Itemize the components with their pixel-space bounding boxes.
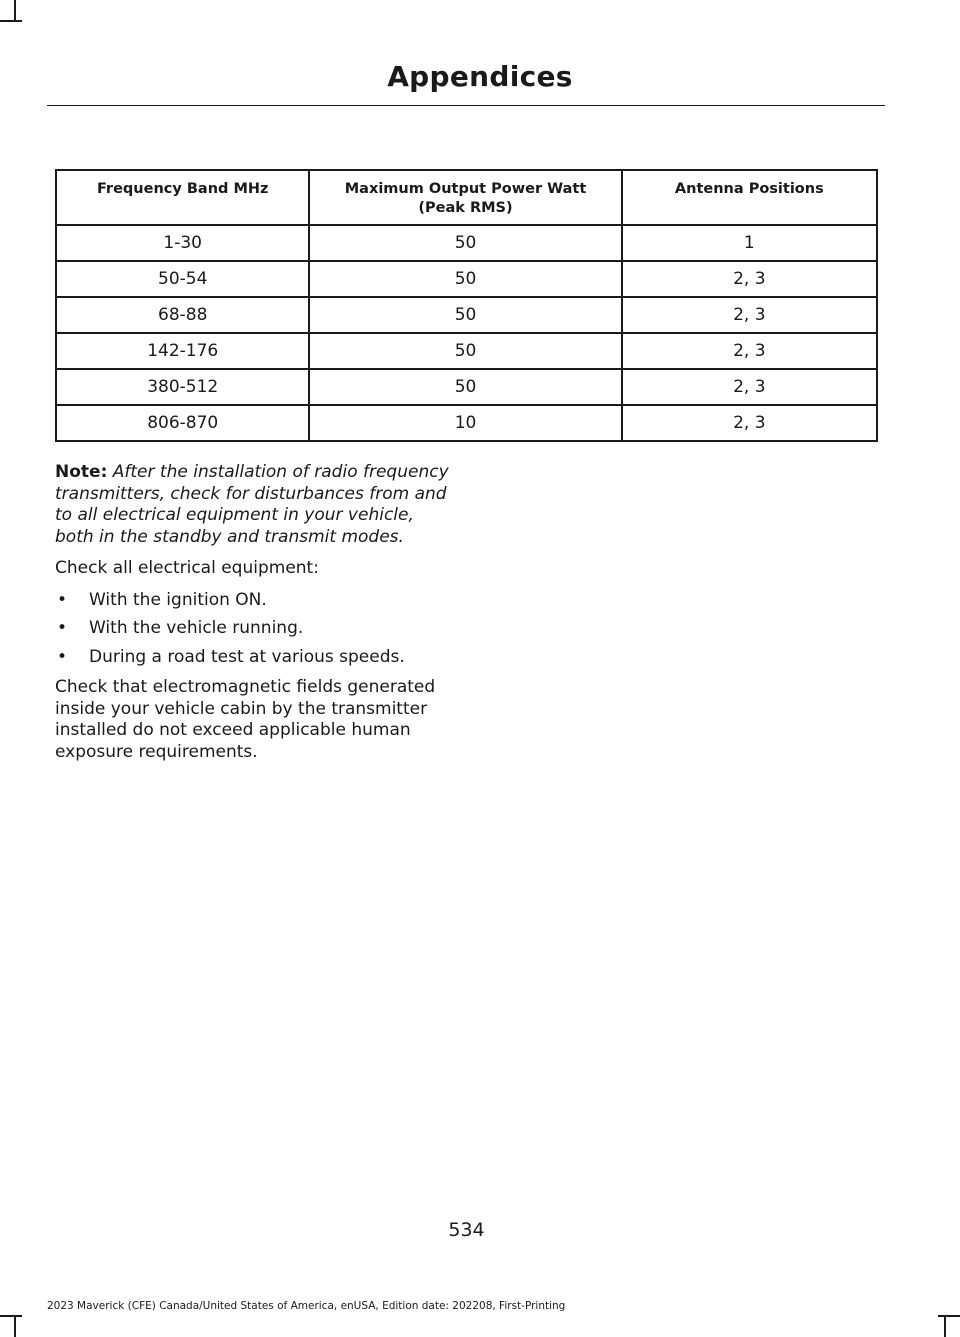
bullet-icon: • xyxy=(57,646,68,667)
footer-edition-text: 2023 Maverick (CFE) Canada/United States of America, enUSA, Edition date: 202208, First-Printing xyxy=(47,1300,566,1312)
crop-mark xyxy=(0,1315,22,1317)
table-header-row xyxy=(56,170,877,225)
crop-mark xyxy=(944,1315,946,1337)
cell-power: 10 xyxy=(309,405,621,441)
list-item-text: During a road test at various speeds. xyxy=(89,646,405,667)
crop-mark xyxy=(14,0,16,22)
bullet-icon: • xyxy=(57,589,68,610)
page-number: 534 xyxy=(448,1219,485,1241)
note-paragraph xyxy=(55,462,455,548)
cell-antenna: 2, 3 xyxy=(622,369,877,405)
table-row xyxy=(56,369,877,405)
cell-frequency: 50-54 xyxy=(56,261,309,297)
table-row xyxy=(56,405,877,441)
list-item xyxy=(55,590,455,612)
column-header-max-output-power-text: Maximum Output Power Watt (Peak RMS) xyxy=(344,181,587,216)
cell-power: 50 xyxy=(309,225,621,261)
list-item-text: With the ignition ON. xyxy=(89,589,267,610)
closing-paragraph: Check that electromagnetic fields generated inside your vehicle cabin by the transmitter installed do not exceed applicable human exposure requirements. xyxy=(55,677,436,762)
crop-mark xyxy=(0,20,22,22)
list-item xyxy=(55,647,455,669)
table-row xyxy=(56,333,877,369)
cell-antenna: 2, 3 xyxy=(622,297,877,333)
body-text xyxy=(55,462,455,773)
cell-antenna: 2, 3 xyxy=(622,333,877,369)
list-item-text: With the vehicle running. xyxy=(89,618,304,638)
cell-frequency: 380-512 xyxy=(56,369,309,405)
bullet-list xyxy=(55,590,455,669)
note-label: Note: xyxy=(55,462,108,482)
frequency-table xyxy=(55,169,878,442)
table-row xyxy=(56,261,877,297)
cell-antenna: 2, 3 xyxy=(622,405,877,441)
list-item xyxy=(55,618,455,640)
column-header-frequency-band: Frequency Band MHz xyxy=(56,170,309,225)
check-intro: Check all electrical equipment: xyxy=(55,558,319,578)
column-header-antenna-positions: Antenna Positions xyxy=(622,170,877,225)
cell-power: 50 xyxy=(309,297,621,333)
cell-frequency: 1-30 xyxy=(56,225,309,261)
crop-mark xyxy=(938,1315,960,1317)
bullet-icon: • xyxy=(57,618,68,638)
cell-power: 50 xyxy=(309,333,621,369)
column-header-max-output-power xyxy=(309,170,621,225)
cell-antenna: 1 xyxy=(622,225,877,261)
table-row xyxy=(56,225,877,261)
table-row xyxy=(56,297,877,333)
cell-power: 50 xyxy=(309,261,621,297)
cell-antenna: 2, 3 xyxy=(622,261,877,297)
crop-mark xyxy=(14,1315,16,1337)
note-text: After the installation of radio frequency transmitters, check for disturbances from and to all electrical equipment in your vehicle, both in the standby and transmit modes. xyxy=(55,462,449,547)
cell-frequency: 806-870 xyxy=(56,405,309,441)
cell-power: 50 xyxy=(309,369,621,405)
header-divider xyxy=(47,105,885,106)
cell-frequency: 142-176 xyxy=(56,333,309,369)
cell-frequency: 68-88 xyxy=(56,297,309,333)
page-title: Appendices xyxy=(387,60,573,93)
